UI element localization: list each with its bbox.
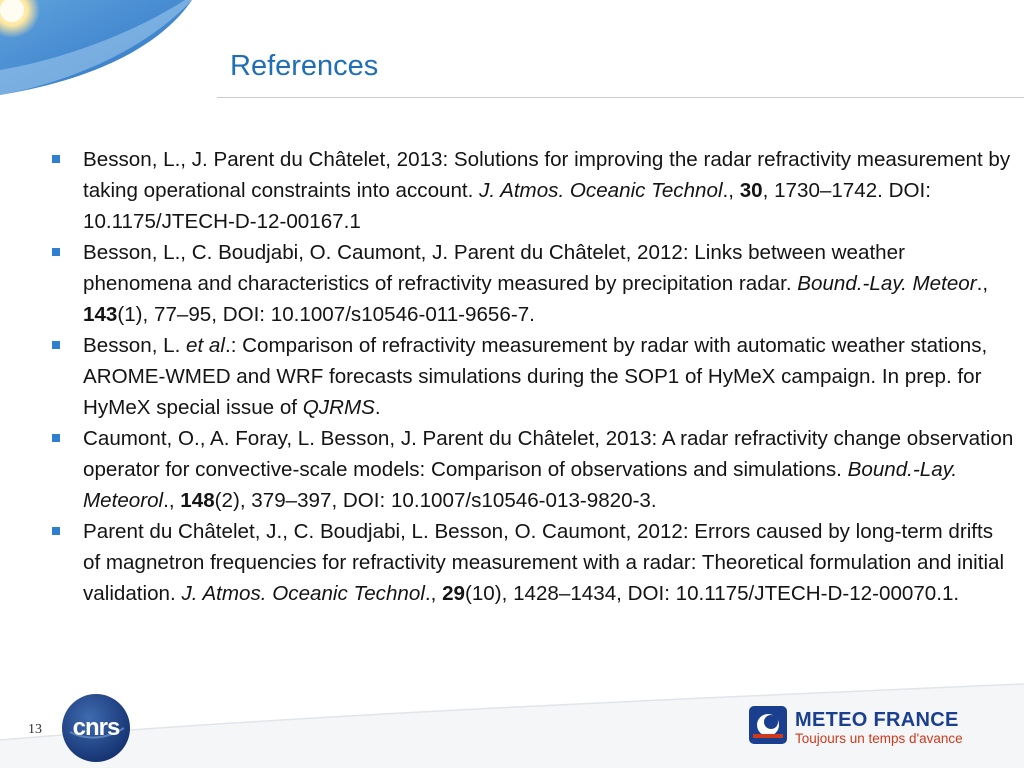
ref-volume: 148 (180, 489, 215, 512)
square-bullet-icon (52, 434, 60, 442)
reference-list (52, 144, 1014, 609)
list-item: Besson, L., J. Parent du Châtelet, 2013: Solutions for improving the radar refractivity measurement by taking operational constraints into account. J. Atmos. Oceanic Technol., 30, 1730–1742. DOI: 10.1175/JTECH-D-12-00167.1 (52, 144, 1014, 237)
ref-et-al: et al (186, 334, 225, 357)
ref-text: Parent du Châtelet, J., C. Boudjabi, L. Besson, O. Caumont, 2012: Errors caused by long-term drifts of magnetron frequencies for refractivity measurement with a radar: Theoretical formulation and initial validation. (83, 520, 1005, 605)
ref-pages: (10), 1428–1434, DOI: 10.1175/JTECH-D-12-00070.1. (465, 582, 960, 605)
meteo-france-logo-icon (749, 706, 787, 744)
meteo-france-name: METEO FRANCE (795, 709, 959, 731)
ref-volume: 143 (83, 303, 118, 326)
square-bullet-icon (52, 527, 60, 535)
ref-pages: , 1730–1742. DOI: 10.1175/JTECH-D-12-00167.1 (83, 179, 931, 233)
list-item: Parent du Châtelet, J., C. Boudjabi, L. Besson, O. Caumont, 2012: Errors caused by long-term drifts of magnetron frequencies for refractivity measurement with a radar: Theoretical formulation and initial validation. J. Atmos. Oceanic Technol., 29(10), 1428–1434, DOI: 10.1175/JTECH-D-12-00070.1. (52, 516, 1014, 609)
square-bullet-icon (52, 341, 60, 349)
ref-text: Caumont, O., A. Foray, L. Besson, J. Parent du Châtelet, 2013: A radar refractivity change observation operator for convective-scale models: Comparison of observations and simulations. (83, 427, 1014, 481)
cnrs-logo-text: cnrs (72, 714, 120, 741)
meteo-france-tagline: Toujours un temps d'avance (795, 731, 963, 746)
list-item: Caumont, O., A. Foray, L. Besson, J. Parent du Châtelet, 2013: A radar refractivity change observation operator for convective-scale models: Comparison of observations and simulations. Bound.-Lay. Meteorol., 148(2), 379–397, DOI: 10.1007/s10546-013-9820-3. (52, 423, 1014, 516)
ref-journal: QJRMS (302, 396, 375, 419)
ref-text: .: Comparison of refractivity measurement by radar with automatic weather stations, AROME-WMED and WRF forecasts simulations during the SOP1 of HyMeX campaign. In prep. for HyMeX special issue of (83, 334, 988, 419)
sun-corner-graphic (0, 0, 200, 100)
ref-pages: (2), 379–397, DOI: 10.1007/s10546-013-9820-3. (214, 489, 657, 512)
title-divider (217, 97, 1024, 98)
ref-journal: Bound.-Lay. Meteor (797, 272, 977, 295)
ref-journal: J. Atmos. Oceanic Technol (181, 582, 425, 605)
ref-text: Besson, L. (83, 334, 187, 357)
square-bullet-icon (52, 248, 60, 256)
ref-text: Besson, L., J. Parent du Châtelet, 2013: Solutions for improving the radar refractivity measurement by taking operational constraints into account. (83, 148, 1011, 202)
ref-journal: Bound.-Lay. Meteorol (83, 458, 958, 512)
ref-journal: J. Atmos. Oceanic Technol (479, 179, 723, 202)
list-item: Besson, L. et al.: Comparison of refractivity measurement by radar with automatic weather stations, AROME-WMED and WRF forecasts simulations during the SOP1 of HyMeX campaign. In prep. for HyMeX special issue of QJRMS. (52, 330, 1014, 423)
ref-text: Besson, L., C. Boudjabi, O. Caumont, J. Parent du Châtelet, 2012: Links between weather phenomena and characteristics of refractivity measured by precipitation radar. (83, 241, 905, 295)
ref-volume: 30 (739, 179, 763, 202)
list-item: Besson, L., C. Boudjabi, O. Caumont, J. Parent du Châtelet, 2012: Links between weather phenomena and characteristics of refractivity measured by precipitation radar. Bound.-Lay. Meteor., 143(1), 77–95, DOI: 10.1007/s10546-011-9656-7. (52, 237, 1014, 330)
page-number: 13 (28, 722, 42, 737)
ref-pages: (1), 77–95, DOI: 10.1007/s10546-011-9656-7. (117, 303, 535, 326)
ref-volume: 29 (442, 582, 465, 605)
page-title: References (230, 50, 379, 82)
square-bullet-icon (52, 155, 60, 163)
